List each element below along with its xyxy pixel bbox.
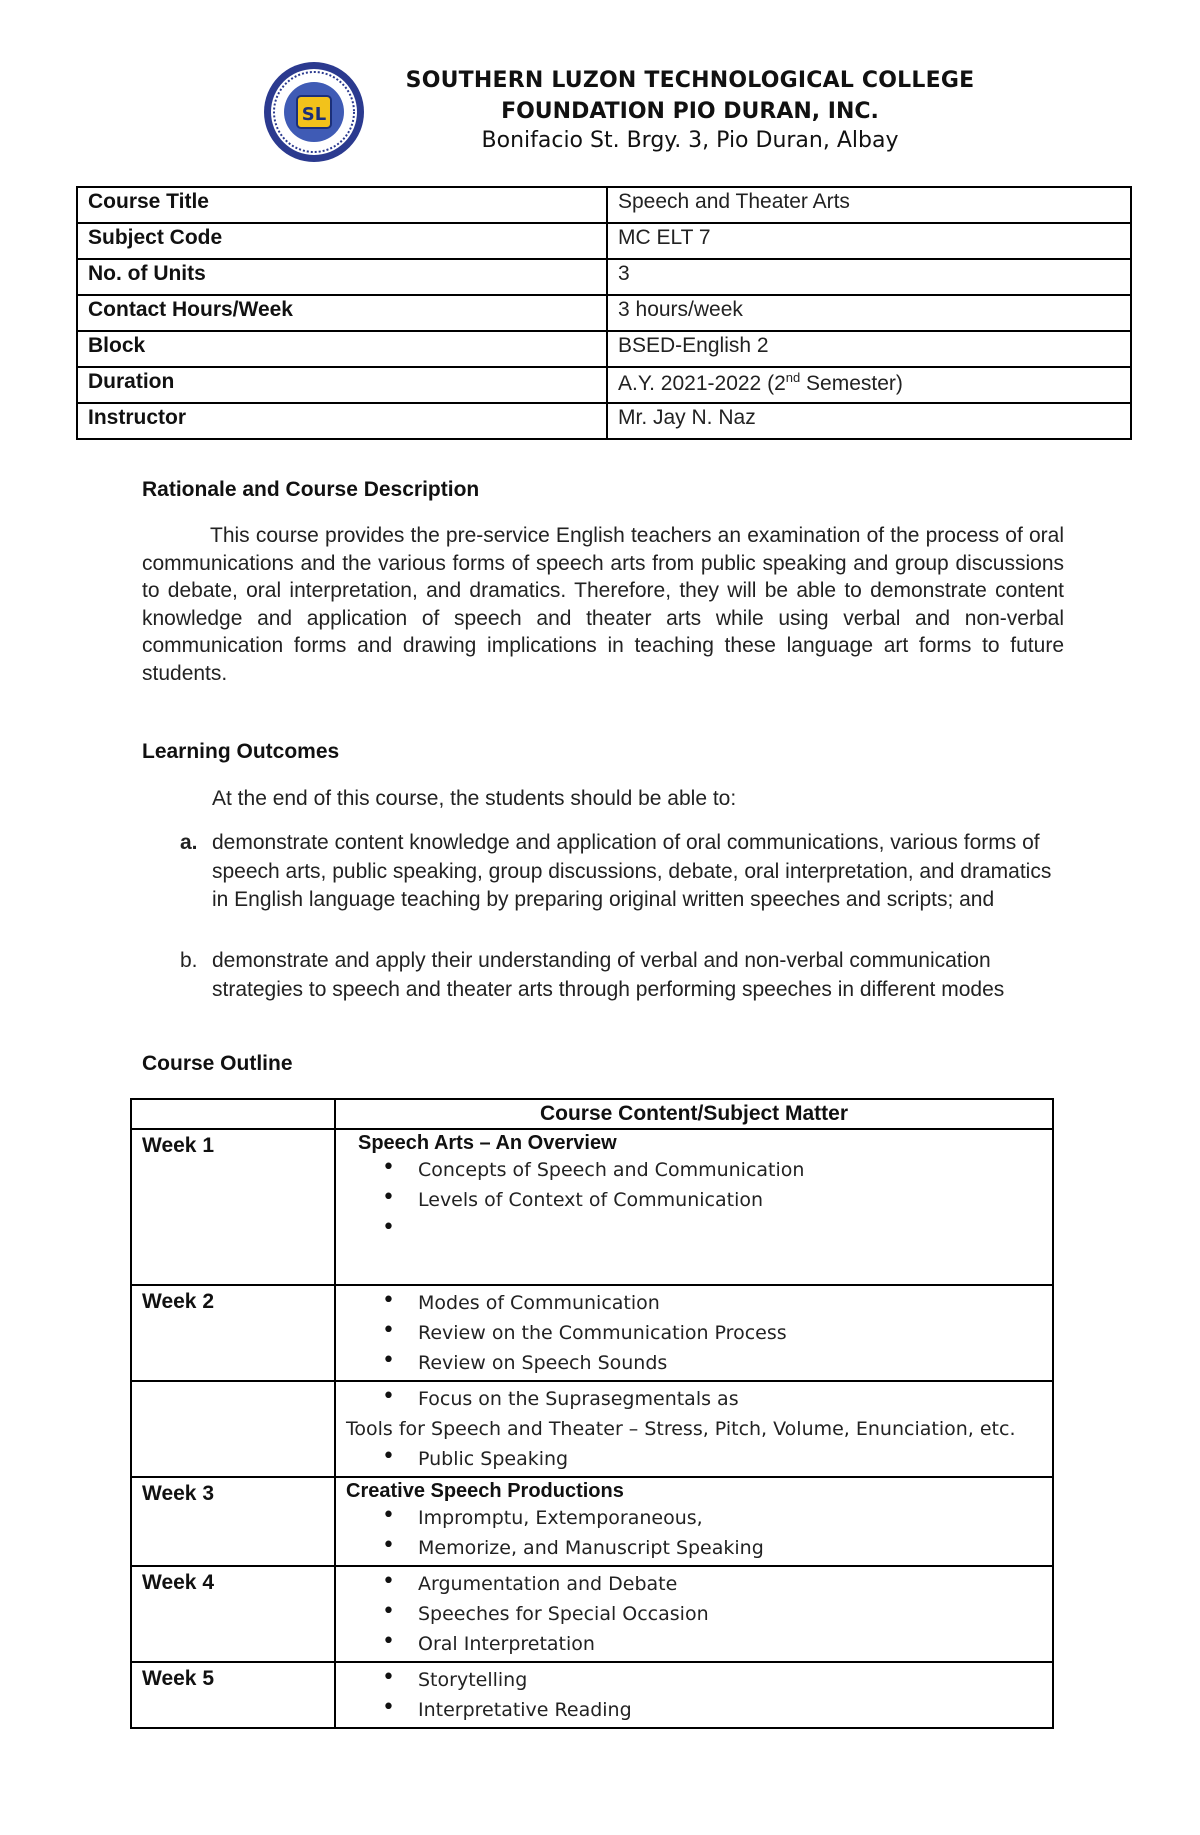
info-row [77,331,1131,367]
info-value: 3 hours/week [607,295,1131,331]
info-row [77,403,1131,439]
school-address: Bonifacio St. Brgy. 3, Pio Duran, Albay [481,128,899,153]
week-content [335,1285,1053,1381]
topic-item: • Concepts of Speech and Communication [346,1155,1042,1185]
info-key: Course Title [77,187,607,223]
info-row [77,367,1131,403]
week-content [335,1566,1053,1662]
outline-header-row [131,1099,1053,1129]
week-label: Week 2 [131,1285,335,1381]
topic-subtitle: Creative Speech Productions [346,1480,624,1502]
rationale-text: This course provides the pre-service English teachers an examination of the process of oral communications and the various forms of speech arts from public speaking and group discussions to debate, oral interpretation, and dramatics. Therefore, they will be able to demonstrate content knowledge and application of speech and theater arts while using verbal and non-verbal communication forms and drawing implications in teaching these language art forms to future students. [142,524,1064,685]
info-key: No. of Units [77,259,607,295]
topic-item: • Argumentation and Debate [346,1569,1042,1599]
outcome-item [180,829,1072,915]
info-value: BSED-English 2 [607,331,1131,367]
outcome-text: demonstrate content knowledge and application of oral communications, various forms of speech arts, public speaking, group discussions, debate, oral interpretation, and dramatics in English language teaching by preparing original written speeches and scripts; and [212,831,1052,911]
logo-initials: SL [301,104,327,125]
week-label: Week 4 [131,1566,335,1662]
week-label-empty [131,1381,335,1477]
topic-item-empty [346,1215,1042,1245]
info-value: Speech and Theater Arts [607,187,1131,223]
topic-item: • Speeches for Special Occasion [346,1599,1042,1629]
info-value: MC ELT 7 [607,223,1131,259]
week-content [335,1477,1053,1566]
topic-item: • Impromptu, Extemporaneous, [346,1503,1042,1533]
outcomes-intro: At the end of this course, the students should be able to: [212,787,737,810]
info-value [607,367,1131,403]
topic-item: • Modes of Communication [346,1288,1042,1318]
info-key: Subject Code [77,223,607,259]
outcome-marker: a. [180,831,198,854]
week-content [335,1381,1053,1477]
rationale-body [142,522,1064,687]
college-seal-logo [262,60,366,164]
duration-sup: nd [785,370,801,385]
info-key: Duration [77,367,607,403]
info-value: Mr. Jay N. Naz [607,403,1131,439]
info-row [77,223,1131,259]
outcomes-title: Learning Outcomes [142,740,340,763]
week-content [335,1662,1053,1728]
outline-title: Course Outline [142,1052,293,1075]
school-name: SOUTHERN LUZON TECHNOLOGICAL COLLEGE [405,68,975,93]
week-label: Week 1 [131,1129,335,1285]
topic-item: • Interpretative Reading [346,1695,1042,1725]
rationale-title: Rationale and Course Description [142,478,480,501]
topic-subtitle: Speech Arts – An Overview [358,1132,617,1154]
outline-row-week3 [131,1477,1053,1566]
info-row [77,295,1131,331]
info-key: Contact Hours/Week [77,295,607,331]
topic-item: • Memorize, and Manuscript Speaking [346,1533,1042,1563]
foundation-name: FOUNDATION PIO DURAN, INC. [501,99,879,124]
week-content [335,1129,1053,1285]
course-info-table [76,186,1132,440]
topic-item: • Review on the Communication Process [346,1318,1042,1348]
topic-item: • Focus on the Suprasegmentals as [346,1384,1042,1414]
outcome-marker: b. [180,949,198,972]
info-row [77,187,1131,223]
outcome-item [180,947,1072,1004]
topic-line: Tools for Speech and Theater – Stress, Pitch, Volume, Enunciation, etc. [346,1418,1016,1440]
outline-header-content: Course Content/Subject Matter [335,1099,1053,1129]
week-label: Week 5 [131,1662,335,1728]
info-row [77,259,1131,295]
outcome-text: demonstrate and apply their understanding of verbal and non-verbal communication strategies to speech and theater arts through performing speeches in different modes [212,949,1005,1001]
outline-row-week2-cont [131,1381,1053,1477]
outline-row-week2 [131,1285,1053,1381]
topic-item: • Oral Interpretation [346,1629,1042,1659]
outline-row-week4 [131,1566,1053,1662]
topic-item: • Public Speaking [346,1444,1042,1474]
topic-item: • Levels of Context of Communication [346,1185,1042,1215]
topic-item: • Storytelling [346,1665,1042,1695]
duration-pre: A.Y. 2021-2022 (2 [618,372,786,395]
outline-header-blank [131,1099,335,1129]
topic-item: • Review on Speech Sounds [346,1348,1042,1378]
info-value: 3 [607,259,1131,295]
course-outline-table [130,1098,1054,1729]
info-key: Instructor [77,403,607,439]
info-key: Block [77,331,607,367]
duration-post: Semester) [800,372,903,395]
week-label: Week 3 [131,1477,335,1566]
outline-row-week1 [131,1129,1053,1285]
outline-row-week5 [131,1662,1053,1728]
